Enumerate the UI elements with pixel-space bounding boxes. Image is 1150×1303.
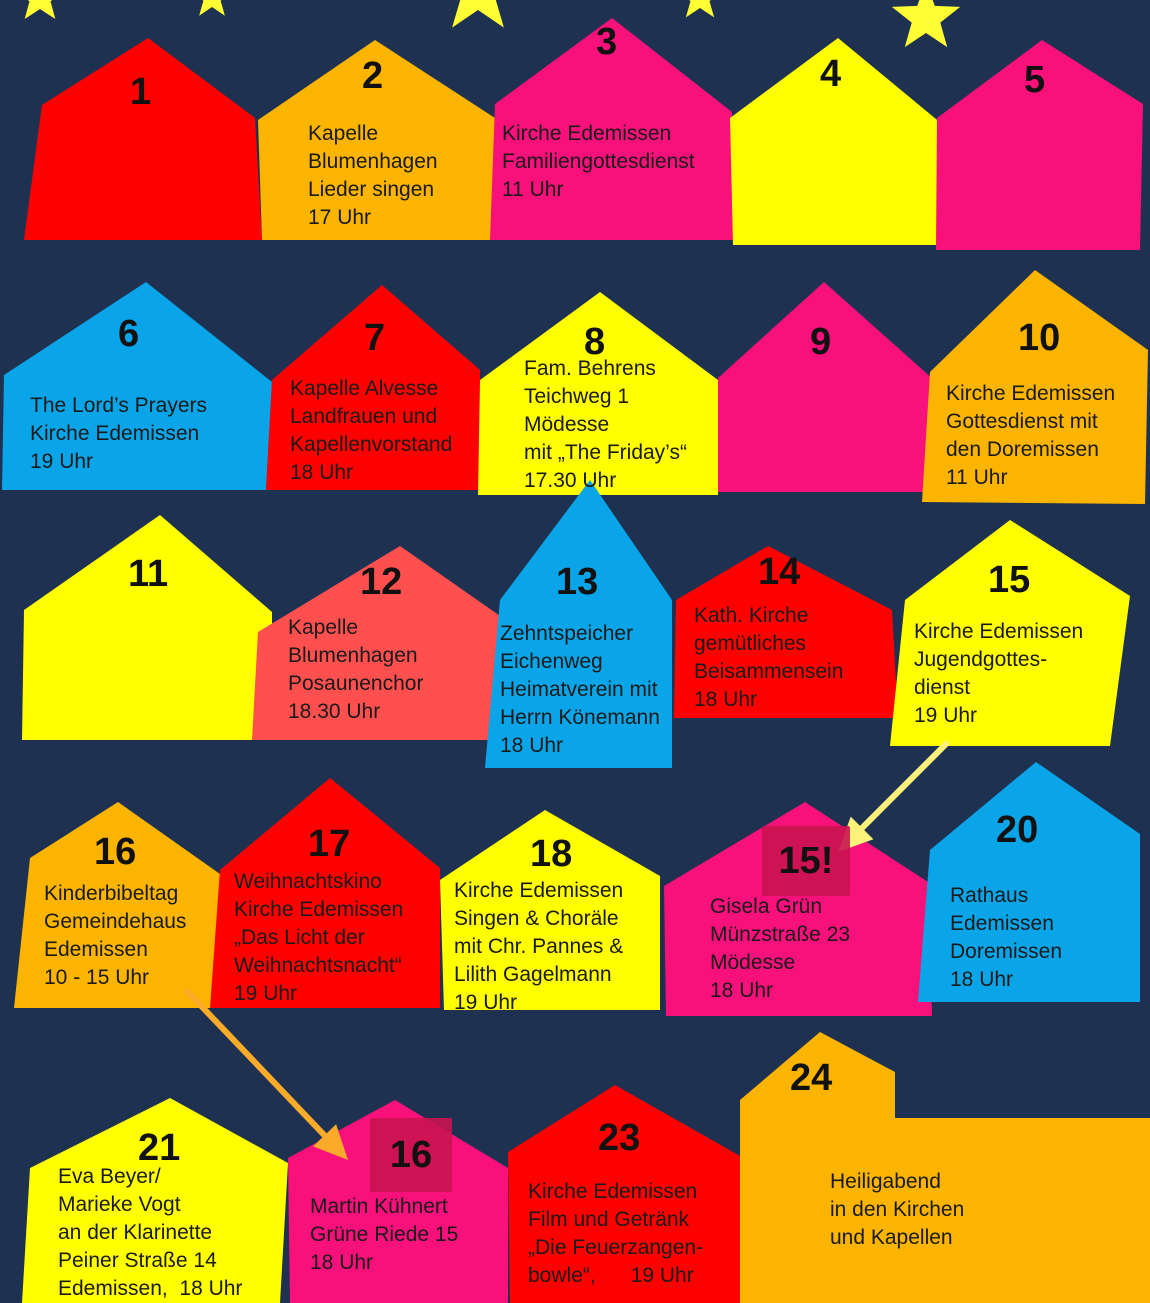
house-22-line: 18 Uhr <box>310 1251 374 1274</box>
house-number-13: 13 <box>556 561 599 603</box>
house-16-line: 10 - 15 Uhr <box>44 966 150 989</box>
house-number-18: 18 <box>530 833 573 875</box>
house-number-2: 2 <box>362 55 384 97</box>
house-number-1: 1 <box>130 71 152 113</box>
house-8-line: mit „The Friday’s“ <box>524 441 687 464</box>
house-15-line: 19 Uhr <box>914 704 978 727</box>
house-15-line: Jugendgottes- <box>914 648 1048 671</box>
date-badge-19: 15! <box>762 826 850 896</box>
house-3-line: 11 Uhr <box>502 178 564 201</box>
house-7-line: Kapellenvorstand <box>290 433 453 456</box>
house-18-line: Kirche Edemissen <box>454 879 624 902</box>
date-badge-22: 16 <box>370 1118 452 1192</box>
house-number-24: 24 <box>790 1057 833 1099</box>
house-16-line: Edemissen <box>44 938 148 961</box>
house-21-line: an der Klarinette <box>58 1221 213 1244</box>
house-17-line: „Das Licht der <box>234 926 365 949</box>
house-23-line: bowle“, 19 Uhr <box>528 1264 694 1287</box>
house-23-line: Film und Getränk <box>528 1208 690 1231</box>
house-15-line: dienst <box>914 676 971 699</box>
house-number-23: 23 <box>598 1117 641 1159</box>
house-12-line: Posaunenchor <box>288 672 424 695</box>
house-17-line: Kirche Edemissen <box>234 898 404 921</box>
house-16-line: Gemeindehaus <box>44 910 187 933</box>
house-20-line: Doremissen <box>950 940 1063 963</box>
house-21-line: Peiner Straße 14 <box>58 1249 217 1272</box>
house-22-line: Grüne Riede 15 <box>310 1223 459 1246</box>
house-21-line: Eva Beyer/ <box>58 1165 161 1188</box>
house-13-line: Heimatverein mit <box>500 678 658 701</box>
house-20-line: Edemissen <box>950 912 1054 935</box>
house-12-line: Blumenhagen <box>288 644 418 667</box>
house-7-line: Landfrauen und <box>290 405 438 428</box>
house-24-line: und Kapellen <box>830 1226 953 1249</box>
house-13-line: 18 Uhr <box>500 734 564 757</box>
house-6-line: Kirche Edemissen <box>30 422 200 445</box>
house-13-line: Herrn Könemann <box>500 706 660 729</box>
house-18-line: mit Chr. Pannes & <box>454 935 624 958</box>
house-12-line: 18.30 Uhr <box>288 700 381 723</box>
house-7-line: Kapelle Alvesse <box>290 377 439 400</box>
house-12-line: Kapelle <box>288 616 359 639</box>
house-21-line: Marieke Vogt <box>58 1193 181 1216</box>
house-6-line: 19 Uhr <box>30 450 94 473</box>
house-14-line: Kath. Kirche <box>694 604 809 627</box>
house-number-14: 14 <box>758 551 801 593</box>
house-21-line: Edemissen, 18 Uhr <box>58 1277 243 1300</box>
house-19-line: Gisela Grün <box>710 895 823 918</box>
house-17-line: Weihnachtsnacht“ <box>234 954 402 977</box>
house-8-line: Teichweg 1 <box>524 385 630 408</box>
house-8-line: Fam. Behrens <box>524 357 656 380</box>
house-22-line: Martin Kühnert <box>310 1195 448 1218</box>
house-8-line: 17.30 Uhr <box>524 469 617 492</box>
house-number-7: 7 <box>364 317 386 359</box>
house-10-line: Gottesdienst mit <box>946 410 1098 433</box>
house-10-line: den Doremissen <box>946 438 1099 461</box>
house-number-15: 15 <box>988 559 1031 601</box>
house-15-line: Kirche Edemissen <box>914 620 1084 643</box>
house-3-line: Familiengottesdienst <box>502 150 695 173</box>
house-number-9: 9 <box>810 321 832 363</box>
house-2-line: Lieder singen <box>308 178 435 201</box>
house-number-20: 20 <box>996 809 1039 851</box>
house-23-line: „Die Feuerzangen- <box>528 1236 704 1259</box>
house-number-21: 21 <box>138 1127 181 1169</box>
house-14-line: gemütliches <box>694 632 807 655</box>
house-10-line: 11 Uhr <box>946 466 1008 489</box>
house-2-line: 17 Uhr <box>308 206 372 229</box>
house-23-line: Kirche Edemissen <box>528 1180 698 1203</box>
house-13-line: Zehntspeicher <box>500 622 634 645</box>
house-number-11: 11 <box>128 553 169 595</box>
house-14-line: Beisammensein <box>694 660 844 683</box>
house-number-10: 10 <box>1018 317 1061 359</box>
house-17-line: Weihnachtskino <box>234 870 382 893</box>
house-17-line: 19 Uhr <box>234 982 298 1005</box>
house-number-6: 6 <box>118 313 140 355</box>
house-19-line: Mödesse <box>710 951 796 974</box>
house-20-line: 18 Uhr <box>950 968 1014 991</box>
house-2-line: Blumenhagen <box>308 150 438 173</box>
house-18-line: 19 Uhr <box>454 991 518 1014</box>
house-24-line: Heiligabend <box>830 1170 941 1193</box>
house-number-3: 3 <box>596 21 618 63</box>
house-6-line: The Lord’s Prayers <box>30 394 208 417</box>
house-number-12: 12 <box>360 561 403 603</box>
house-24-line: in den Kirchen <box>830 1198 965 1221</box>
house-number-17: 17 <box>308 823 351 865</box>
house-3-line: Kirche Edemissen <box>502 122 672 145</box>
house-2-line: Kapelle <box>308 122 379 145</box>
house-number-16: 16 <box>94 831 137 873</box>
house-16-line: Kinderbibeltag <box>44 882 179 905</box>
house-7-line: 18 Uhr <box>290 461 354 484</box>
house-18-line: Lilith Gagelmann <box>454 963 612 986</box>
house-8-line: Mödesse <box>524 413 610 436</box>
house-19-line: Münzstraße 23 <box>710 923 851 946</box>
house-number-4: 4 <box>820 53 842 95</box>
house-10-line: Kirche Edemissen <box>946 382 1116 405</box>
house-20-line: Rathaus <box>950 884 1029 907</box>
house-19-line: 18 Uhr <box>710 979 774 1002</box>
house-14-line: 18 Uhr <box>694 688 758 711</box>
house-number-5: 5 <box>1024 59 1046 101</box>
house-18-line: Singen & Choräle <box>454 907 619 930</box>
house-13-line: Eichenweg <box>500 650 603 673</box>
house-number-8: 8 <box>584 321 606 363</box>
